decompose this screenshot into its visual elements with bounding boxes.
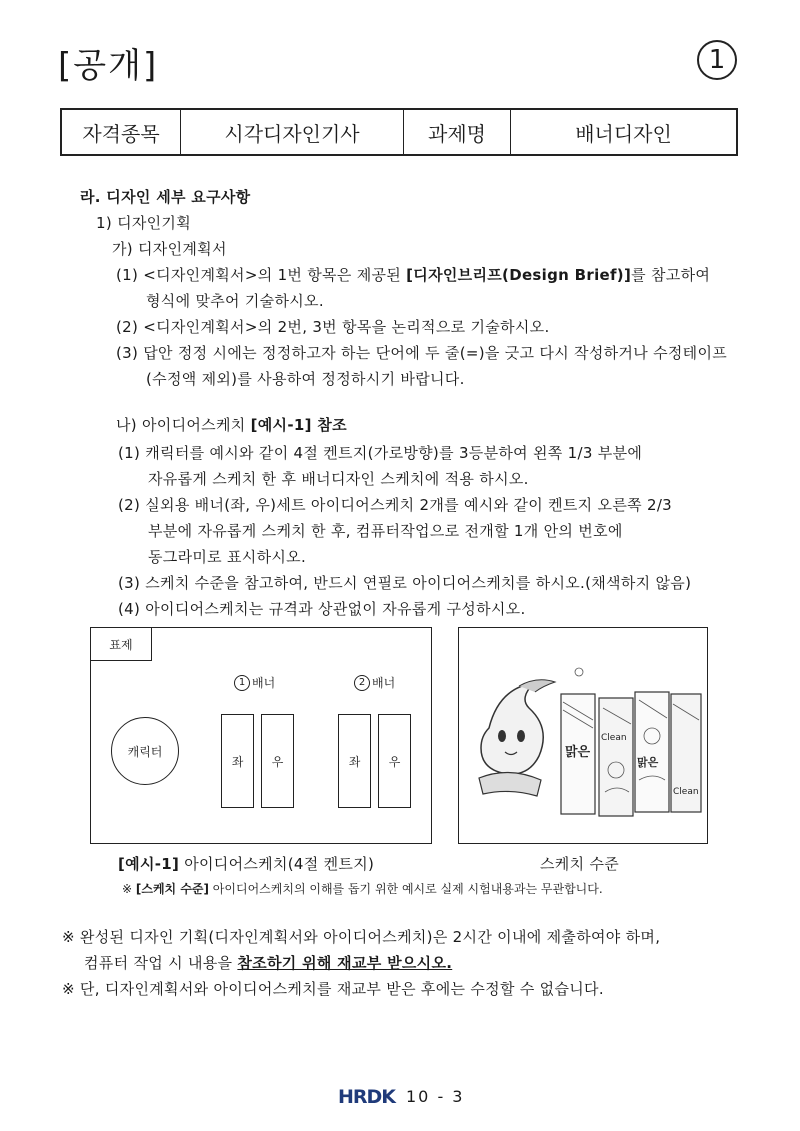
ga-item-3: (3) 답안 정정 시에는 정정하고자 하는 단어에 두 줄(=)을 긋고 다시 작성하거나 수정테이프	[116, 344, 728, 362]
na-item-2-cont2: 동그라미로 표시하시오.	[148, 548, 307, 566]
note-submission: ※ 완성된 디자인 기획(디자인계획서와 아이디어스케치)은 2시간 이내에 제출하여야 하며,	[62, 928, 661, 946]
page-marker: 1	[697, 40, 737, 80]
subsection-design-plan: 1) 디자인기획	[96, 214, 192, 232]
ga-item-3-cont: (수정액 제외)를 사용하여 정정하시기 바랍니다.	[146, 370, 465, 388]
sketch-note: ※ [스케치 수준] 아이디어스케치의 이해를 돕기 위한 예시로 실제 시험내용과는 무관합니다.	[122, 882, 603, 896]
task-value: 배너디자인	[511, 109, 738, 155]
item-ga-heading: 가) 디자인계획서	[112, 240, 227, 258]
title-box: 표제	[90, 627, 152, 661]
banner-option-1-label: 1 배너	[234, 674, 275, 691]
sketch-drawing-image	[459, 628, 707, 843]
note-no-modification: ※ 단, 디자인계획서와 아이디어스케치를 재교부 받은 후에는 수정할 수 없습니다.	[62, 980, 604, 998]
item-na-heading: 나) 아이디어스케치 [예시-1] 참조	[116, 416, 347, 434]
sketch-word-2: Clean	[601, 733, 627, 743]
number-2-circle-icon: 2	[354, 675, 370, 691]
character-circle: 캐릭터	[111, 717, 179, 785]
task-label: 과제명	[404, 109, 511, 155]
banner-1-right: 우	[261, 714, 294, 808]
na-item-2-cont: 부분에 자유롭게 스케치 한 후, 컴퓨터작업으로 전개할 1개 안의 번호에	[148, 522, 623, 540]
example-caption: [예시-1] 아이디어스케치(4절 켄트지)	[118, 855, 375, 873]
ga-item-1-cont: 형식에 맞추어 기술하시오.	[146, 292, 324, 310]
banner-option-2-label: 2 배너	[354, 674, 395, 691]
note-submission-cont: 컴퓨터 작업 시 내용을 참조하기 위해 재교부 받으시오.	[84, 954, 453, 972]
qualification-value: 시각디자인기사	[181, 109, 404, 155]
hrdk-logo: HRDK	[338, 1086, 396, 1108]
sketch-word-3: Clean	[673, 787, 699, 797]
na-item-2: (2) 실외용 배너(좌, 우)세트 아이디어스케치 2개를 예시와 같이 켄트지 오른쪽 2/3	[118, 496, 673, 514]
sketch-level-caption: 스케치 수준	[540, 855, 620, 873]
example-layout-diagram	[90, 627, 432, 844]
ga-item-1: (1) <디자인계획서>의 1번 항목은 제공된 [디자인브리프(Design Brief)]를 참고하여	[116, 266, 711, 284]
sketch-word-1: 맑은	[565, 745, 591, 760]
banner-2-right: 우	[378, 714, 411, 808]
qualification-label: 자격종목	[61, 109, 181, 155]
banner-1-left: 좌	[221, 714, 254, 808]
sketch-word-4: 맑은	[637, 756, 659, 769]
sketch-level-example	[458, 627, 708, 844]
banner-2-left: 좌	[338, 714, 371, 808]
public-label: [공개]	[58, 46, 159, 86]
na-item-3: (3) 스케치 수준을 참고하여, 반드시 연필로 아이디어스케치를 하시오.(채색하지 않음)	[118, 574, 692, 592]
na-item-1-cont: 자유롭게 스케치 한 후 배너디자인 스케치에 적용 하시오.	[148, 470, 529, 488]
section-title: 라. 디자인 세부 요구사항	[80, 188, 251, 206]
na-item-1: (1) 캐릭터를 예시와 같이 4절 켄트지(가로방향)를 3등분하여 왼쪽 1/3 부분에	[118, 444, 643, 462]
info-table	[60, 108, 738, 156]
ga-item-2: (2) <디자인계획서>의 2번, 3번 항목을 논리적으로 기술하시오.	[116, 318, 550, 336]
page-number: 10 - 3	[406, 1087, 465, 1106]
number-1-circle-icon: 1	[234, 675, 250, 691]
na-item-4: (4) 아이디어스케치는 규격과 상관없이 자유롭게 구성하시오.	[118, 600, 526, 618]
